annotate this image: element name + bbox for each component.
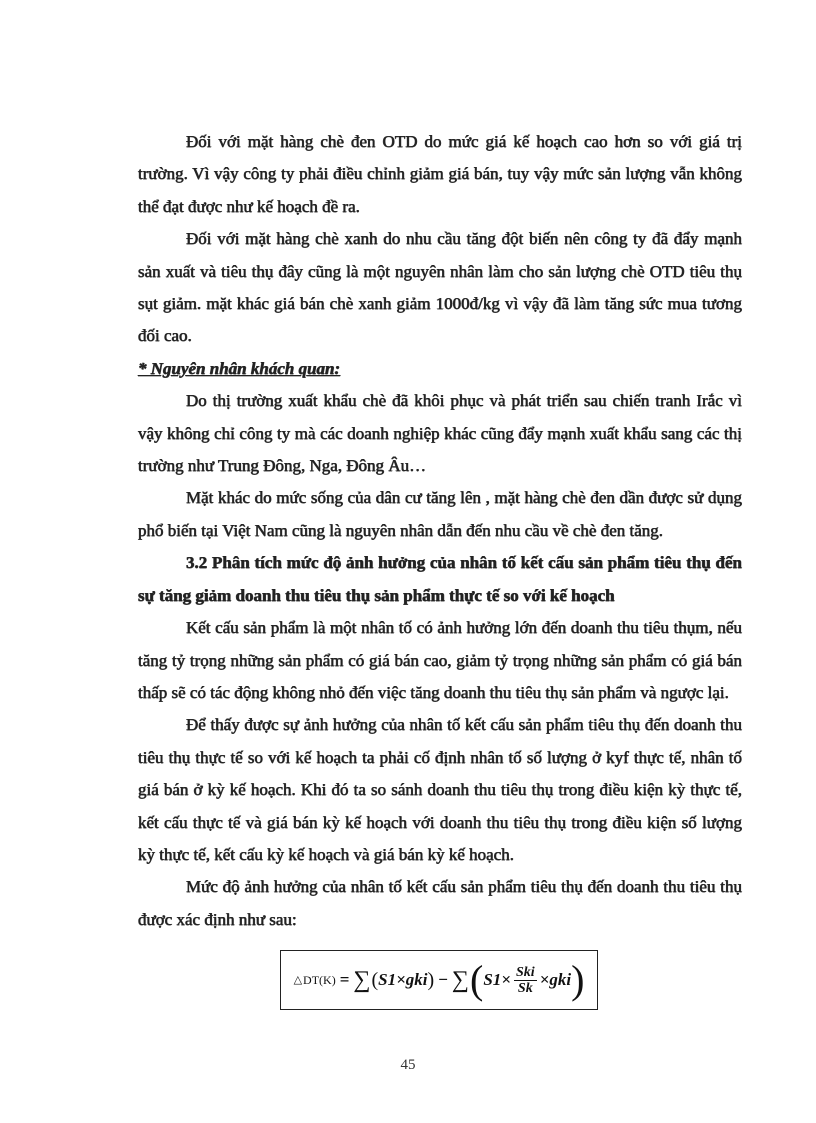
equals-sign: = [339, 969, 350, 989]
paragraph-green-tea: Đối với mặt hàng chè xanh do nhu cầu tăng đột biến nên công ty đã đẩy mạnh sản xuất và tiêu thụ đây cũng là một nguyên nhân làm cho sản lượng chè OTD tiêu thụ sụt giảm. mặt khác giá bán chè xanh giảm 1000đ/kg vì vậy đã làm tăng sức mua tương đối cao. [138, 229, 742, 346]
formula-s1: S1× [483, 969, 511, 989]
sigma-symbol-1: ∑ [353, 966, 371, 993]
sigma-symbol-2: ∑ [451, 966, 469, 993]
fraction-denominator: Sk [517, 980, 533, 996]
formula-box: △ DT(K) = ∑ ( S1×gki ) − ∑ ( S1× $\frac{\text{Ski}}{Sk}$ ×gki ) [280, 950, 598, 1010]
paragraph-method: Để thấy được sự ảnh hưởng của nhân tố kết cấu sản phẩm tiêu thụ đến doanh thu tiêu thụ thực tế so với kế hoạch ta phải cố định nhân tố số lượng ở kyf thực tế, nhân tố giá bán ở kỳ kế hoạch. Khi đó ta so sánh doanh thu tiêu thụ trong điều kiện kỳ thực tế, kết cấu thực tế và giá bán kỳ kế hoạch với doanh thu tiêu thụ trong điều kiện số lượng kỳ thực tế, kết cấu kỳ kế hoạch và giá bán kỳ kế hoạch. [138, 715, 742, 864]
paragraph-export-market: Do thị trường xuất khẩu chè đã khôi phục và phát triển sau chiến tranh Irắc vì vậy không chỉ công ty mà các doanh nghiệp khác cũng đẩy mạnh xuất khẩu sang các thị trường như Trung Đông, Nga, Đông Âu… [138, 391, 742, 476]
formula-term-1: S1×gki [378, 969, 428, 989]
paragraph-living-standard: Mặt khác do mức sống của dân cư tăng lên , mặt hàng chè đen dần được sử dụng phổ biến tại Việt Nam cũng là nguyên nhân dẫn đến nhu cầu về chè đen tăng. [138, 488, 742, 540]
paragraph-product-structure: Kết cấu sản phẩm là một nhân tố có ảnh hưởng lớn đến doanh thu tiêu thụm, nếu tăng tỷ trọng những sản phẩm có giá bán cao, giảm tỷ trọng những sản phẩm có giá bán thấp sẽ có tác động không nhỏ đến việc tăng doanh thu tiêu thụ sản phẩm và ngược lại. [138, 618, 742, 702]
paragraph-formula-intro: Mức độ ảnh hưởng của nhân tố kết cấu sản phẩm tiêu thụ đến doanh thu tiêu thụ được xác định như sau: [138, 877, 742, 929]
paragraph-otd-price: Đối với mặt hàng chè đen OTD do mức giá kế hoạch cao hơn so với giá trị trường. Vì vậy công ty phải điều chỉnh giảm giá bán, tuy vậy mức sản lượng vẫn không thể đạt được như kế hoạch đề ra. [138, 132, 742, 216]
section-heading-3-2: 3.2 Phân tích mức độ ảnh hưởng của nhân tố kết cấu sản phẩm tiêu thụ đến sự tăng giảm doanh thu tiêu thụ sản phẩm thực tế so với kế hoạch [138, 553, 742, 605]
formula-fraction [514, 965, 537, 996]
formula-tail: ×gki [539, 969, 572, 989]
formula-lhs: DT(K) [303, 972, 336, 987]
fraction-numerator: Ski [515, 964, 535, 980]
formula-container [138, 950, 742, 1010]
page-number: 45 [400, 1057, 416, 1073]
document-body [138, 126, 742, 1010]
delta-symbol: △ [293, 973, 303, 986]
objective-cause-heading: * Nguyên nhân khách quan: [138, 358, 341, 378]
minus-sign: − [438, 969, 448, 989]
